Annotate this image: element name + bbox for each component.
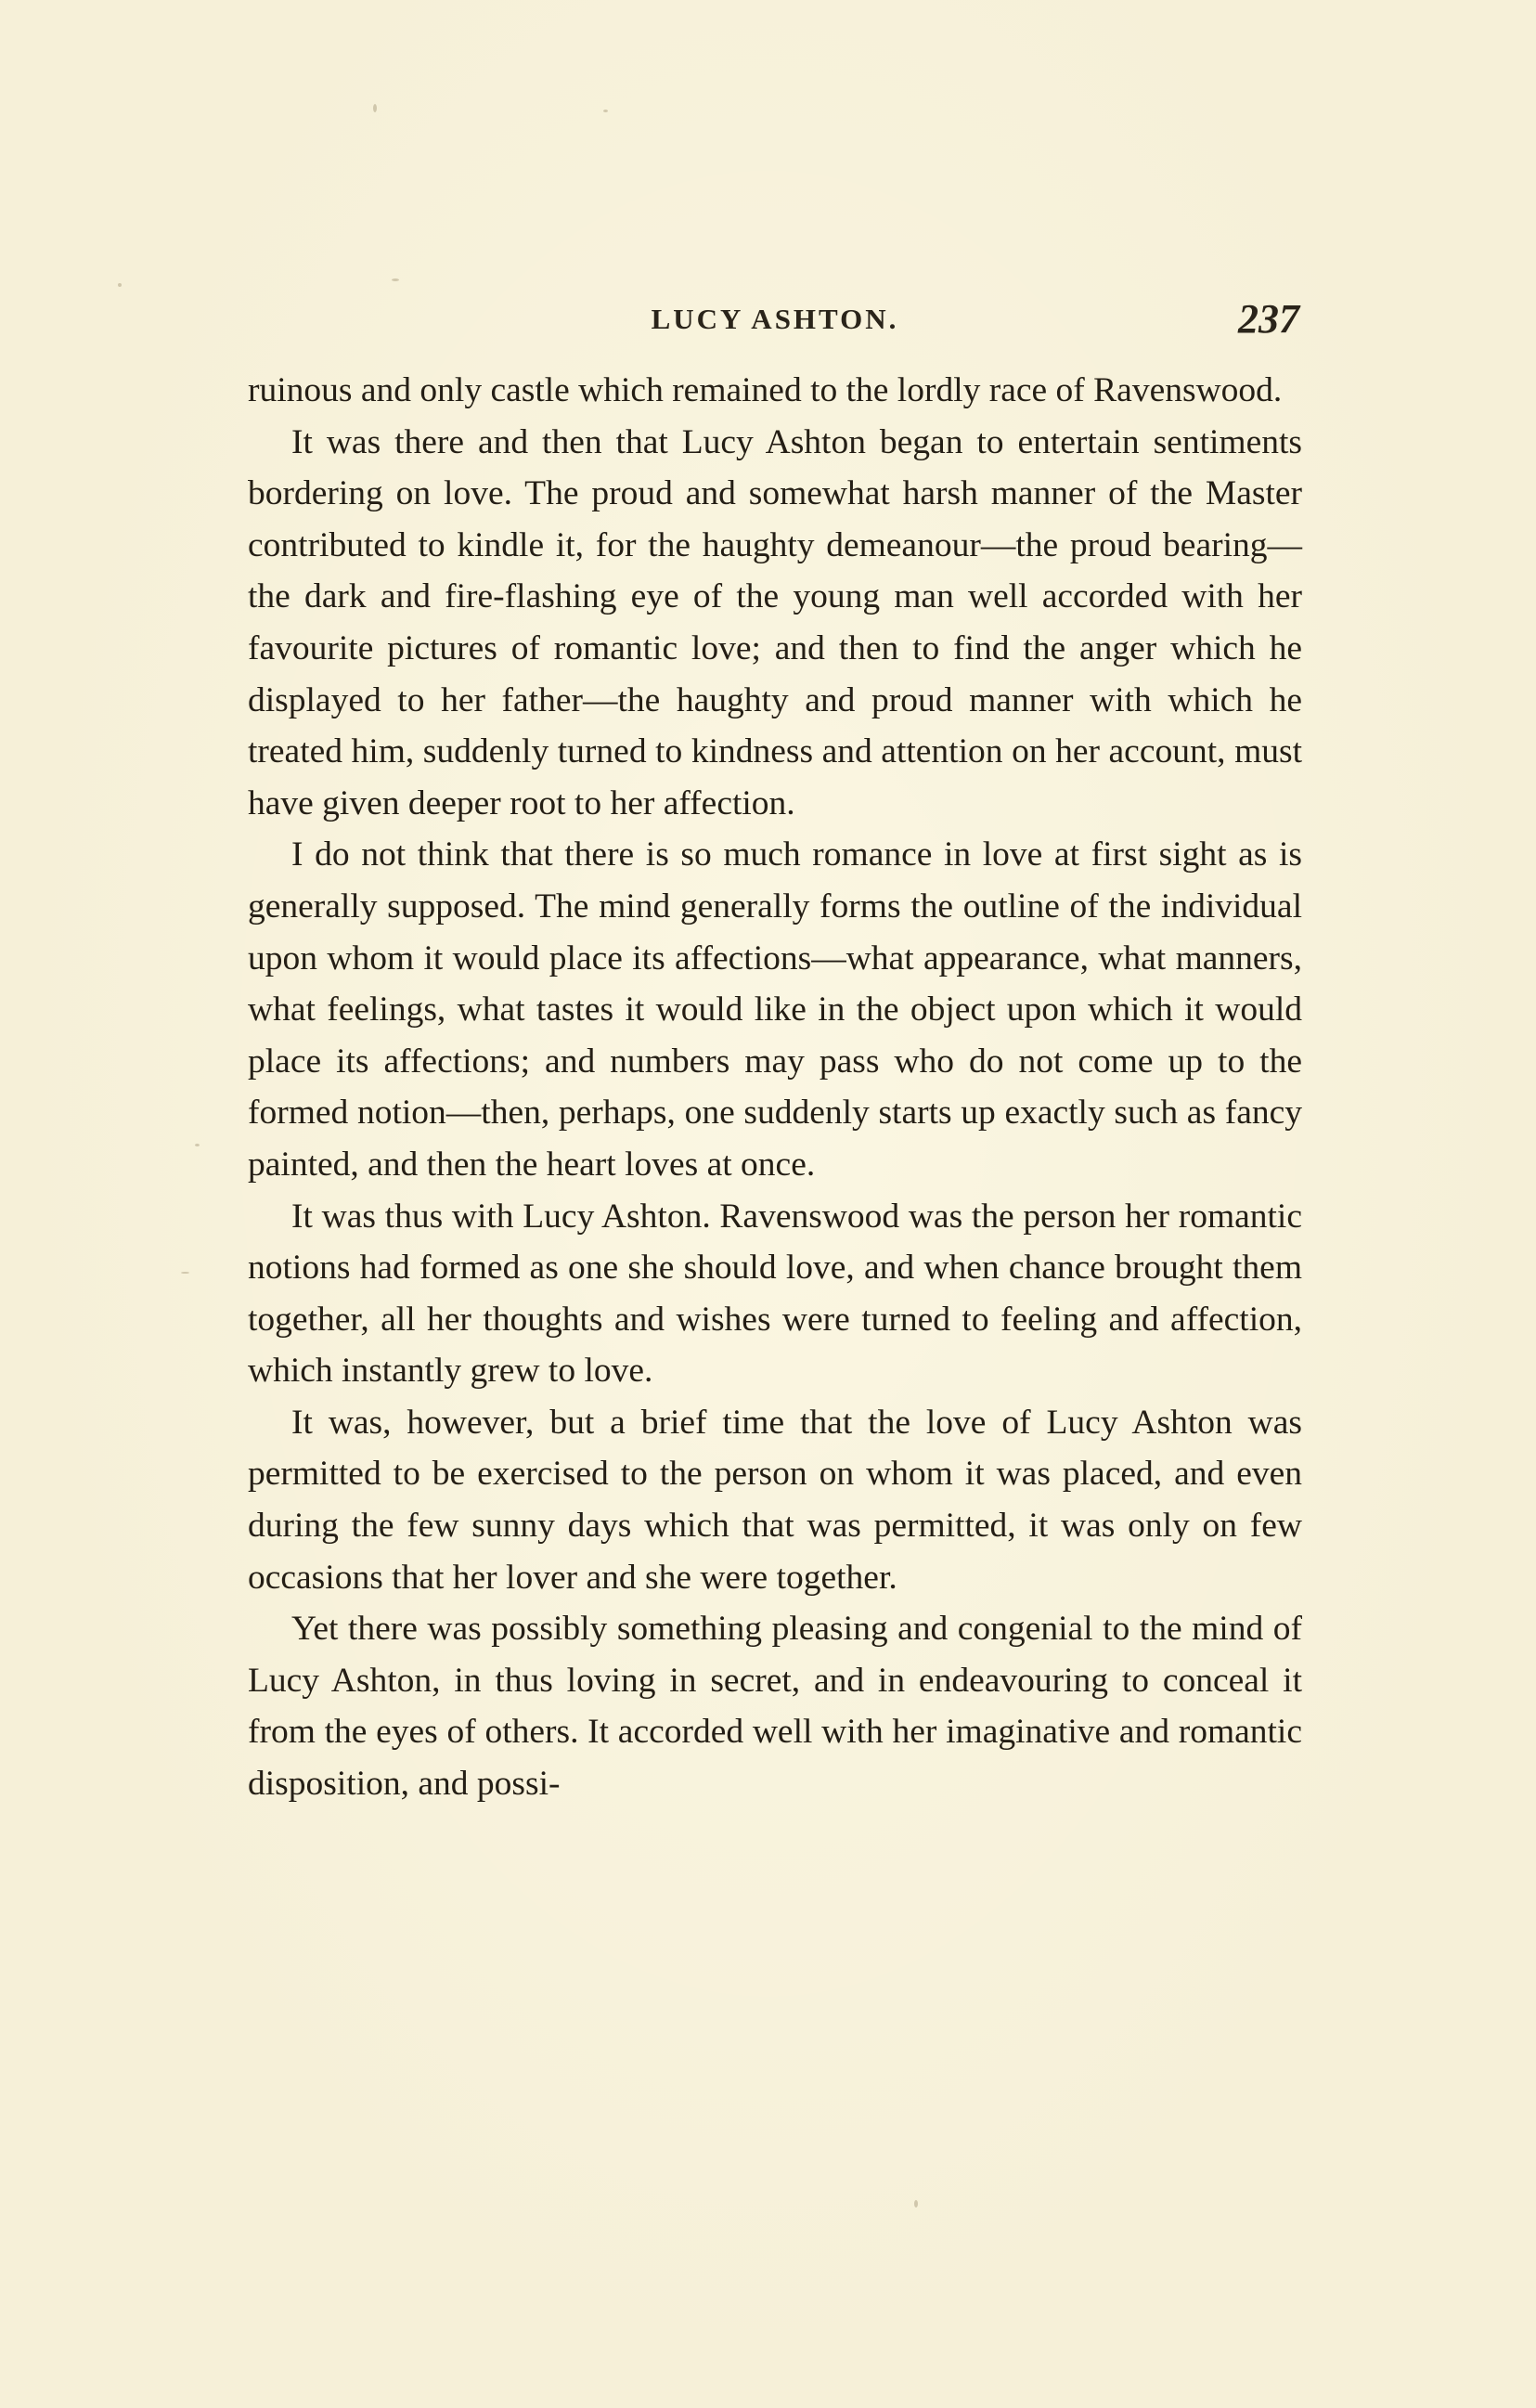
paragraph: Yet there was possibly something pleasing and congenial to the mind of Lucy Ashton, in thus loving in secret, and in endeavouring to conceal it from the eyes of others. It accorded well with her imaginative and romantic disposition, and possi- (248, 1610, 1302, 1804)
body-text (248, 365, 1302, 1810)
paragraph: It was there and then that Lucy Ashton began to entertain sentiments bordering on love. The proud and somewhat harsh manner of the Master contributed to kindle it, for the haughty demeanour—the proud bearing—the dark and fire-flashing eye of the young man well accorded with her favourite pictures of romantic love; and then to find the anger which he displayed to her father—the haughty and proud manner with which he treated him, suddenly turned to kindness and attention on her account, must have given deeper root to her affection. (248, 422, 1302, 822)
paragraph: I do not think that there is so much romance in love at first sight as is generally supposed. The mind generally forms the outline of the individual upon whom it would place its affections—what appearance, what manners, what feelings, what tastes it would like in the object upon which it would place its affections; and numbers may pass who do not come up to the formed notion—then, perhaps, one suddenly starts up exactly such as fancy painted, and then the heart loves at once. (248, 835, 1302, 1184)
paragraph: It was, however, but a brief time that the love of Lucy Ashton was permitted to be exercised to the person on whom it was placed, and even during the few sunny days which that was permitted, it was only on few occasions that her lover and she were together. (248, 1403, 1302, 1597)
paragraph: ruinous and only castle which remained to the lordly race of Ravenswood. (248, 371, 1283, 409)
page-number: 237 (1238, 296, 1299, 342)
paper-speck (373, 104, 377, 112)
paper-speck (392, 278, 399, 281)
paper-speck (914, 2200, 918, 2207)
paper-speck (118, 283, 122, 287)
paper-speck (195, 1144, 200, 1146)
running-title: LUCY ASHTON. (651, 303, 899, 335)
paper-speck (603, 110, 608, 112)
paragraph: It was thus with Lucy Ashton. Ravenswood was the person her romantic notions had formed as one she should love, and when chance brought them together, all her thoughts and wishes were turned to feeling and affection, which instantly grew to love. (248, 1197, 1302, 1391)
paper-speck (181, 1272, 189, 1274)
running-head (251, 295, 1299, 342)
